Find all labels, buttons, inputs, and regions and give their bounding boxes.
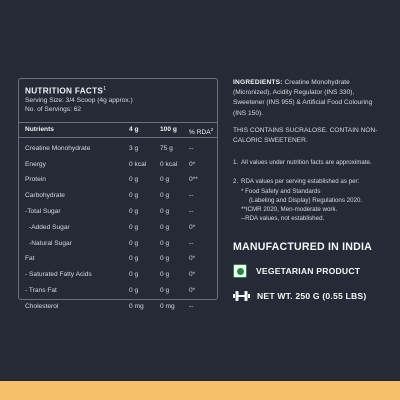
nutrient-rda: 0*	[189, 223, 196, 231]
ingredients-column	[233, 78, 385, 223]
table-row	[19, 267, 217, 283]
vegetarian-label: VEGETARIAN PRODUCT	[256, 266, 361, 276]
nutrient-per100: 0 kcal	[160, 160, 178, 168]
table-row	[19, 236, 217, 252]
footnote-2	[233, 177, 385, 186]
nutrient-per100: 0 g	[160, 239, 170, 247]
nutrient-per100: 0 g	[160, 223, 170, 231]
nutrient-name: Fat	[25, 255, 35, 263]
serving-size: Serving Size: 3/4 Scoop (4g approx.)	[25, 96, 133, 104]
nutrient-per100: 0 g	[160, 286, 170, 294]
dumbbell-icon	[233, 290, 250, 302]
veg-dot	[237, 268, 244, 275]
nutrient-rda: 0*	[189, 255, 196, 263]
nutrient-per100: 0 mg	[160, 302, 175, 310]
nutrient-name: -Natural Sugar	[29, 239, 72, 247]
net-weight-badge	[233, 290, 366, 302]
nutrient-name: Creatine Monohydrate	[25, 144, 91, 152]
servings-count: No. of Servings: 62	[25, 105, 82, 113]
nutrient-rda: --	[189, 192, 194, 200]
veg-symbol-icon	[233, 264, 247, 278]
nutrient-per100: 75 g	[160, 144, 173, 152]
nutrition-title-text: NUTRITION FACTS	[25, 86, 104, 96]
footnote-sub-3: --RDA values, not established.	[241, 215, 325, 223]
nutrient-table-header	[19, 122, 217, 138]
nutrient-per100: 0 g	[160, 207, 170, 215]
table-row	[19, 188, 217, 204]
footnote-sub-1b: (Labeling and Display) Regulations 2020.	[249, 196, 363, 204]
table-row	[19, 251, 217, 267]
header-rda-text: % RDA	[189, 128, 211, 136]
header-rda-footnote: 2	[210, 126, 214, 132]
ingredients-text: Creatine Monohydrate (Micronized), Acidity Regulator (INS 330), Sweetener (INS 955) & Artificial Food Colouring (INS 150).	[233, 79, 373, 117]
ingredients-label: INGREDIENTS:	[233, 79, 283, 86]
table-row	[19, 220, 217, 236]
vegetarian-badge	[233, 264, 360, 278]
table-row	[19, 299, 217, 315]
nutrient-per100: 0 g	[160, 192, 170, 200]
footnote-1	[233, 158, 385, 167]
nutrient-name: Carbohydrate	[25, 192, 65, 200]
header-nutrients: Nutrients	[25, 125, 54, 133]
header-per-serving: 4 g	[129, 125, 139, 133]
nutrient-per100: 0 g	[160, 255, 170, 263]
nutrient-serving: 0 g	[129, 271, 139, 279]
nutrition-facts-panel	[18, 78, 218, 310]
nutrient-name: - Trans Fat	[25, 286, 57, 294]
nutrient-per100: 0 g	[160, 271, 170, 279]
nutrient-rda: 0*	[189, 286, 196, 294]
table-row	[19, 283, 217, 299]
nutrient-serving: 0 g	[129, 207, 139, 215]
nutrient-rda: --	[189, 302, 194, 310]
nutrient-serving: 0 kcal	[129, 160, 147, 168]
nutrient-name: Energy	[25, 160, 46, 168]
nutrient-rda: --	[189, 144, 194, 152]
nutrient-per100: 0 g	[160, 176, 170, 184]
footnote-text: All values under nutrition facts are approximate.	[241, 159, 372, 167]
manufactured-in-india: MANUFACTURED IN INDIA	[233, 241, 372, 253]
nutrient-serving: 0 mg	[129, 302, 144, 310]
nutrient-name: - Saturated Fatty Acids	[25, 271, 92, 279]
nutrient-rda: 0*	[189, 271, 196, 279]
nutrient-rda: 0**	[189, 176, 198, 184]
nutrition-header	[19, 79, 217, 118]
net-weight-label: NET WT. 250 G (0.55 LBS)	[257, 291, 367, 301]
nutrient-serving: 0 g	[129, 192, 139, 200]
footnote-sub-1: * Food Safety and Standards	[241, 187, 321, 195]
sucralose-note: THIS CONTAINS SUCRALOSE. CONTAIN NON-CALORIC SWEETENER.	[233, 126, 378, 145]
nutrient-rda: --	[189, 207, 194, 215]
accent-bar	[0, 381, 400, 400]
nutrient-rda: 0*	[189, 160, 196, 168]
header-per-100g: 100 g	[160, 125, 177, 133]
nutrition-title	[25, 86, 211, 96]
table-row	[19, 204, 217, 220]
table-row	[19, 157, 217, 173]
nutrient-serving: 0 g	[129, 223, 139, 231]
nutrient-serving: 0 g	[129, 286, 139, 294]
footnote-number: 2.	[233, 178, 239, 186]
footnotes	[233, 158, 385, 223]
nutrient-name: -Total Sugar	[25, 207, 61, 215]
nutrient-name: -Added Sugar	[29, 223, 70, 231]
nutrient-name: Cholesterol	[25, 302, 59, 310]
nutrient-name: Protein	[25, 176, 46, 184]
header-rda	[189, 123, 213, 140]
table-row	[19, 172, 217, 188]
footnote-number: 1.	[233, 159, 239, 167]
nutrient-serving: 0 g	[129, 176, 139, 184]
nutrition-title-footnote: 1	[103, 86, 107, 92]
footnote-text: RDA values per serving established as per:	[241, 178, 360, 186]
table-row	[19, 141, 217, 157]
nutrient-serving: 3 g	[129, 144, 139, 152]
ingredients-text-block	[233, 78, 385, 119]
nutrient-serving: 0 g	[129, 255, 139, 263]
footnote-sub-2: **ICMR 2020, Men-moderate work.	[241, 206, 338, 214]
nutrient-rda: --	[189, 239, 194, 247]
nutrient-serving: 0 g	[129, 239, 139, 247]
